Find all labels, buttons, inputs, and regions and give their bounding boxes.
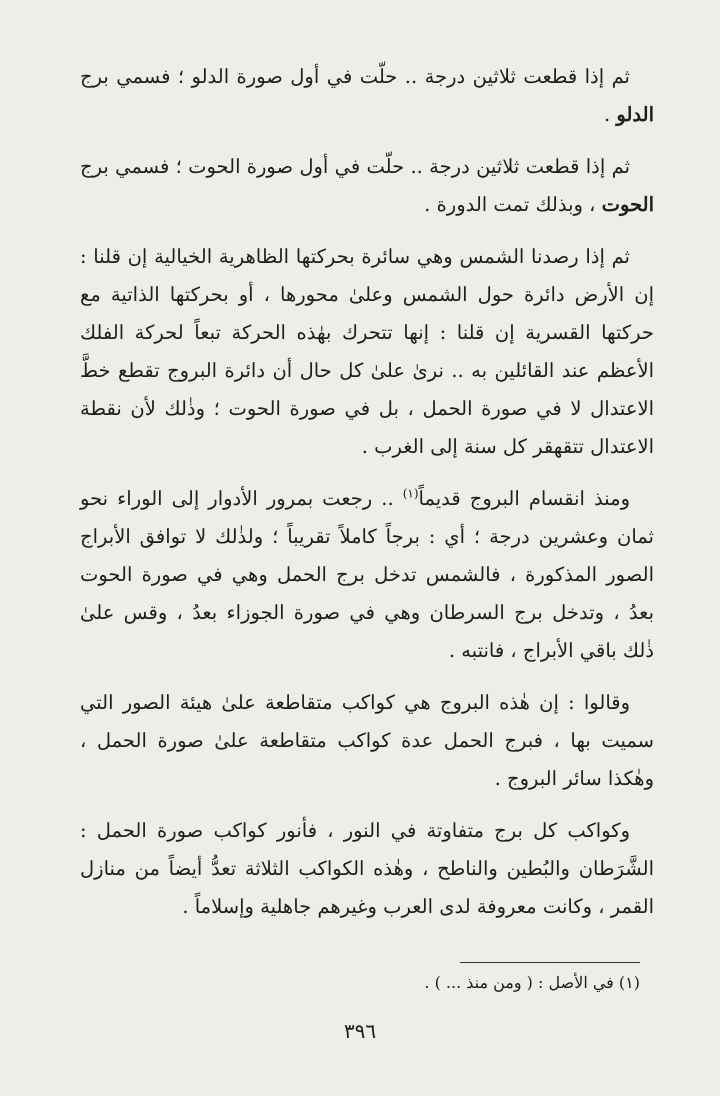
paragraph-1	[80, 58, 654, 134]
footnote-divider	[460, 962, 640, 963]
paragraph-2-text: ثم إذا قطعت ثلاثين درجة .. حلّت في أول صورة الحوت ؛ فسمي برج	[80, 155, 630, 178]
paragraph-3	[80, 238, 654, 466]
paragraph-2-tail: ، وبذلك تمت الدورة .	[424, 193, 602, 216]
paragraph-4-after: .. رجعت بمرور الأدوار إلى الوراء نحو ثمان وعشرين درجة ؛ أي : برجاً كاملاً تقريباً ؛ ولذٰلك لا توافق الأبراج الصور المذكورة ، فالشمس تدخل برج الحمل وهي في صورة الحوت بعدُ ، وتدخل برج السرطان وهي في صورة الجوزاء بعدُ ، وقس علىٰ ذٰلك باقي الأبراج ، فانتبه .	[80, 487, 654, 662]
paragraph-1-text: ثم إذا قطعت ثلاثين درجة .. حلّت في أول صورة الدلو ؛ فسمي برج	[80, 65, 630, 88]
paragraph-2-bold-term: الحوت	[601, 193, 654, 216]
page-number: ٣٩٦	[343, 1019, 377, 1043]
paragraph-1-bold-term: الدلو	[616, 103, 654, 126]
paragraph-4-before: ومنذ انقسام البروج قديماً	[418, 487, 630, 510]
footnote-reference: (١)	[402, 486, 419, 501]
paragraph-6	[80, 812, 654, 926]
paragraph-5	[80, 684, 654, 798]
paragraph-4	[80, 480, 654, 670]
paragraph-1-tail: .	[603, 103, 617, 126]
paragraph-3-text: ثم إذا رصدنا الشمس وهي سائرة بحركتها الظاهرية الخيالية إن قلنا : إن الأرض دائرة حول الشمس وعلىٰ محورها ، أو بحركتها الذاتية مع حركتها القسرية إن قلنا : إنها تتحرك بهٰذه الحركة تبعاً لحركة الفلك الأعظم عند القائلين به .. نرىٰ علىٰ كل حال أن دائرة البروج تقطع خطَّ الاعتدال لا في صورة الحمل ، بل في صورة الحوت ؛ وذٰلك لأن نقطة الاعتدال تتقهقر كل سنة إلى الغرب .	[80, 245, 654, 458]
paragraph-6-text: وكواكب كل برج متفاوتة في النور ، فأنور كواكب صورة الحمل : الشَّرَطان والبُطين والناطح ، وهٰذه الكواكب الثلاثة تعدُّ أيضاً من منازل القمر ، وكانت معروفة لدى العرب وغيرهم جاهلية وإسلاماً .	[80, 819, 654, 918]
footnote: (١) في الأصل : ( ومن منذ ... ) .	[424, 973, 640, 992]
paragraph-2	[80, 148, 654, 224]
paragraph-5-text: وقالوا : إن هٰذه البروج هي كواكب متقاطعة علىٰ هيئة الصور التي سميت بها ، فبرج الحمل عدة كواكب متقاطعة علىٰ صورة الحمل ، وهٰكذا سائر البروج .	[80, 691, 654, 790]
